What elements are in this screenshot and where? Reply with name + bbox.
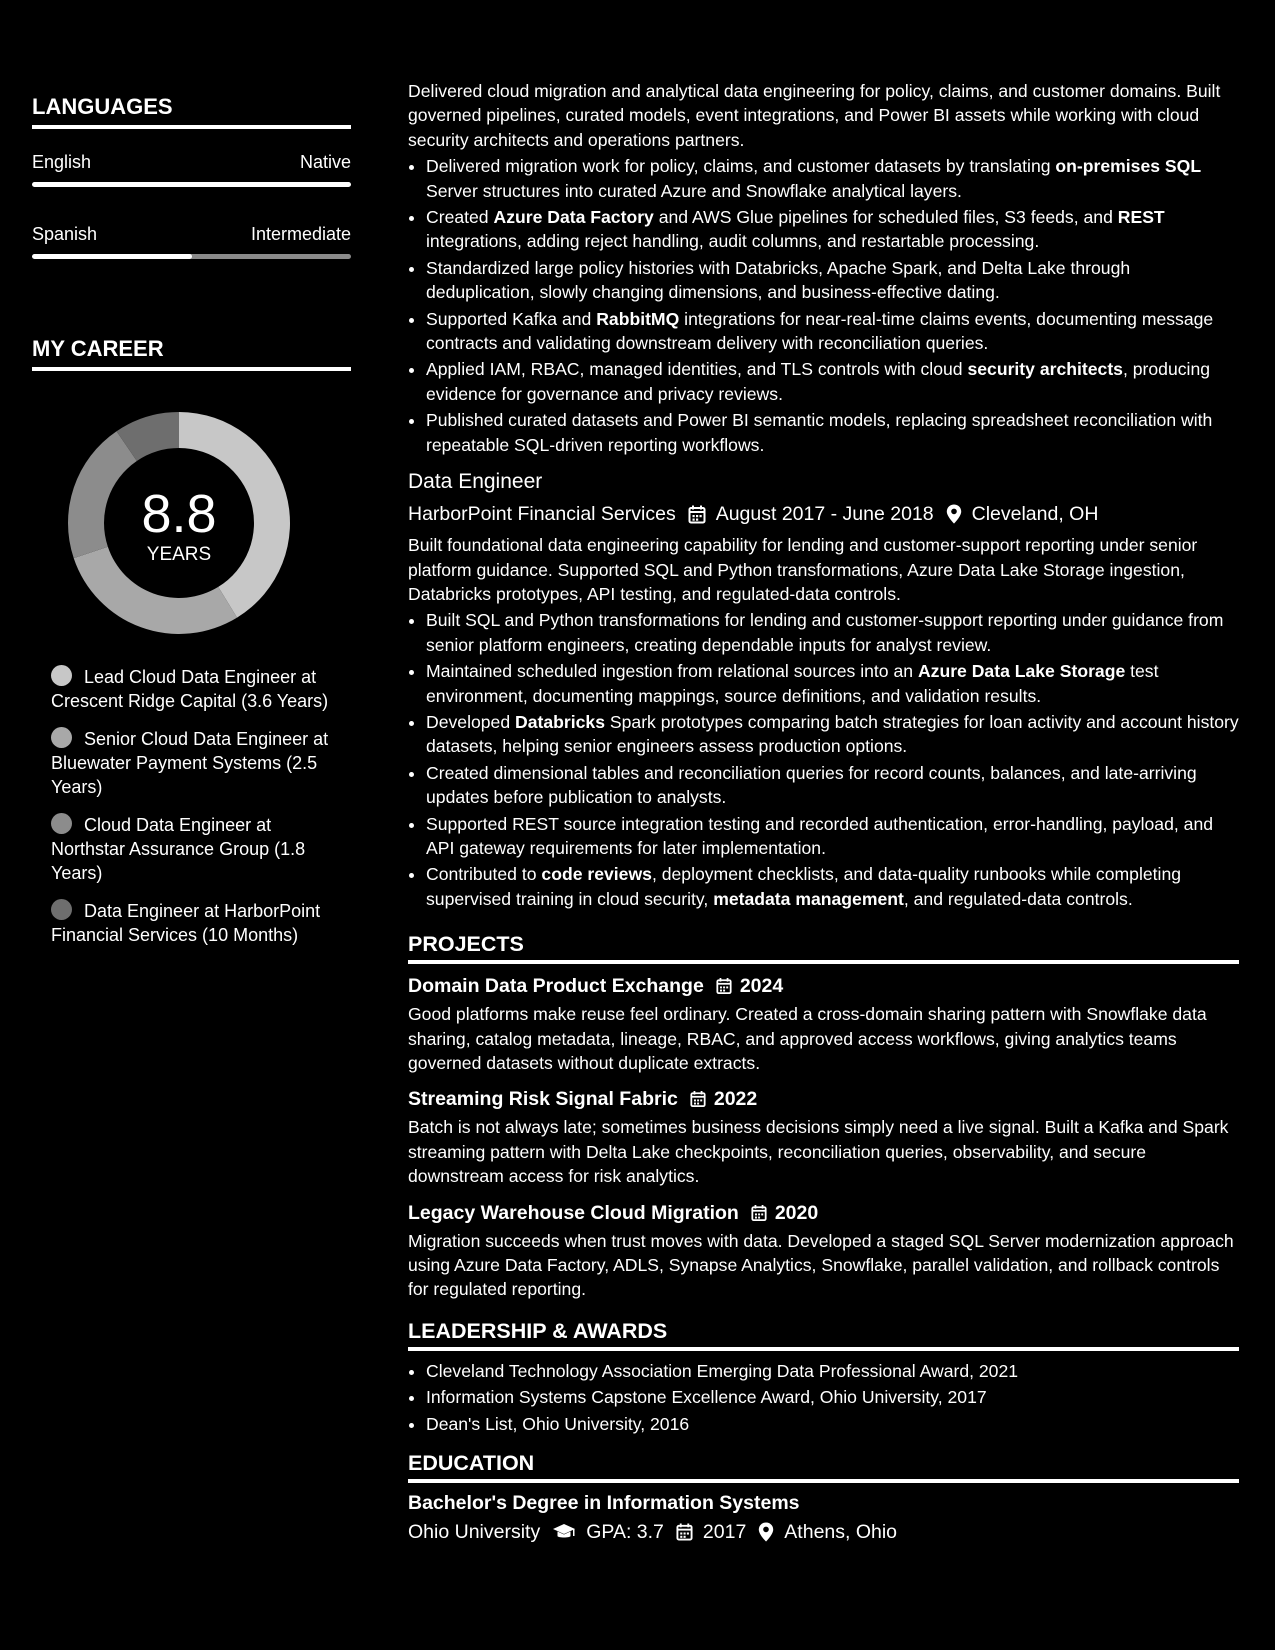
project-title: Legacy Warehouse Cloud Migration [408,1201,739,1224]
career-legend-item [51,727,336,799]
map-pin-icon [946,504,962,524]
main-content [408,79,1239,1545]
career-legend-item [51,813,336,885]
career-total-unit: YEARS [146,544,212,565]
job-bullets [408,154,1239,457]
bullet-item: • Delivered migration work for policy, claims, and customer datasets by translating on-premises SQL Server structures into curated Azure and Snowflake analytical layers. [426,154,1239,203]
language-proficiency-fill [32,182,351,187]
calendar-icon [751,1204,767,1222]
career-legend-label: Lead Cloud Data Engineer at Crescent Ridge Capital (3.6 Years) [51,667,329,711]
education-location: Athens, Ohio [784,1521,898,1544]
career-total-value: 8.8 [141,484,217,544]
donut-segment [68,431,137,558]
language-item [32,223,351,259]
project-item [408,1201,1239,1302]
bullet-item: • Created Azure Data Factory and AWS Glue pipelines for scheduled files, S3 feeds, and REST integrations, adding reject handling, audit columns, and restartable processing. [426,205,1239,254]
bullet-item: • Published curated datasets and Power BI semantic models, replacing spreadsheet reconciliation with repeatable SQL-driven reporting workflows. [426,408,1239,457]
education-gpa: GPA: 3.7 [586,1521,664,1544]
bullet-item: • Applied IAM, RBAC, managed identities, and TLS controls with cloud security architects, producing evidence for governance and privacy reviews. [426,357,1239,406]
language-level: Native [299,152,351,172]
language-proficiency-bar [32,182,351,187]
education-heading: EDUCATION [408,1450,1239,1483]
bullet-item: • Built SQL and Python transformations for lending and customer-support reporting under guidance from senior platform engineers, creating dependable inputs for analyst review. [426,608,1239,657]
job-meta [408,501,1239,527]
bullet-item: • Supported REST source integration testing and recorded authentication, error-handling, payload, and API gateway requirements for later implementation. [426,812,1239,861]
project-item [408,1087,1239,1188]
career-heading: MY CAREER [32,335,351,371]
education-year: 2017 [702,1521,747,1544]
calendar-icon [716,977,732,995]
career-legend-label: Data Engineer at HarborPoint Financial Services (10 Months) [51,901,321,945]
legend-dot [51,665,72,686]
languages-heading: LANGUAGES [32,93,351,129]
career-donut-chart [32,405,351,645]
award-item: • Cleveland Technology Association Emerging Data Professional Award, 2021 [426,1359,1239,1383]
bullet-item: • Standardized large policy histories with Databricks, Apache Spark, and Delta Lake through deduplication, slowly changing dimensions, and business-effective dating. [426,256,1239,305]
bullet-item: • Contributed to code reviews, deployment checklists, and data-quality runbooks while completing supervised training in cloud security, metadata management, and regulated-data controls. [426,862,1239,911]
bullet-item: • Developed Databricks Spark prototypes comparing batch strategies for loan activity and account history datasets, helping senior engineers assess production options. [426,710,1239,759]
language-name: English [32,152,92,172]
career-legend-label: Cloud Data Engineer at Northstar Assurance Group (1.8 Years) [51,815,306,883]
projects-heading: PROJECTS [408,931,1239,964]
graduation-cap-icon [552,1523,576,1541]
job-summary: Built foundational data engineering capability for lending and customer-support reporting under senior platform guidance. Supported SQL and Python transformations, Azure Data Lake Storage ingestion, Databricks prototypes, API testing, and regulated-data controls. [408,535,1198,604]
education-school: Ohio University [408,1521,541,1544]
award-item: • Information Systems Capstone Excellence Award, Ohio University, 2017 [426,1385,1239,1409]
project-year: 2020 [774,1201,819,1224]
project-description: Batch is not always late; sometimes business decisions simply need a live signal. Built a Kafka and Spark streaming pattern with Delta Lake checkpoints, reconciliation queries, observability, and secure downstream access for risk analytics. [408,1117,1229,1187]
legend-dot [51,727,72,748]
legend-dot [51,813,72,834]
career-legend-item [51,665,336,713]
language-name: Spanish [32,224,98,244]
job-dates: August 2017 - June 2018 [715,503,934,526]
job-location: Cleveland, OH [971,503,1099,526]
language-item [32,151,351,187]
career-legend-item [51,899,336,947]
project-item [408,974,1239,1075]
education-meta [408,1519,1239,1545]
sidebar [32,93,351,961]
career-legend-label: Senior Cloud Data Engineer at Bluewater Payment Systems (2.5 Years) [51,729,329,797]
bullet-item: • Maintained scheduled ingestion from relational sources into an Azure Data Lake Storage test environment, documenting mappings, source definitions, and validation results. [426,659,1239,708]
job-company: HarborPoint Financial Services [408,503,676,526]
job-summary: Delivered cloud migration and analytical data engineering for policy, claims, and customer domains. Built governed pipelines, curated models, event integrations, and Power BI assets while working with cloud security architects and operations partners. [408,81,1221,150]
calendar-icon [688,505,706,524]
project-description: Migration succeeds when trust moves with data. Developed a staged SQL Server modernization approach using Azure Data Factory, ADLS, Synapse Analytics, Snowflake, parallel validation, and rollback controls for regulated reporting. [408,1230,1234,1300]
map-pin-icon [758,1522,774,1542]
awards-list [408,1359,1239,1436]
project-title: Streaming Risk Signal Fabric [408,1088,678,1111]
bullet-item: • Created dimensional tables and reconciliation queries for record counts, balances, and late-arriving updates before publication to analysts. [426,761,1239,810]
calendar-icon [676,1523,693,1541]
project-year: 2024 [739,975,784,998]
job-bullets [408,608,1239,911]
language-level: Intermediate [250,224,351,244]
job-title: Data Engineer [408,470,543,494]
project-year: 2022 [713,1088,758,1111]
legend-dot [51,899,72,920]
bullet-item: • Supported Kafka and RabbitMQ integrations for near-real-time claims events, documenting message contracts and validating downstream delivery with reconciliation queries. [426,307,1239,356]
project-title: Domain Data Product Exchange [408,975,704,998]
award-item: • Dean's List, Ohio University, 2016 [426,1412,1239,1436]
project-description: Good platforms make reuse feel ordinary. Created a cross-domain sharing pattern with Snowflake data sharing, catalog metadata, lineage, RBAC, and approved access workflows, giving analytics teams governed datasets without duplicate extracts. [408,1004,1207,1073]
education-degree: Bachelor's Degree in Information Systems [408,1492,800,1515]
awards-heading: LEADERSHIP & AWARDS [408,1318,1239,1351]
calendar-icon [690,1090,706,1108]
career-legend [32,665,336,947]
language-proficiency-bar [32,254,351,259]
language-proficiency-fill [32,254,192,259]
